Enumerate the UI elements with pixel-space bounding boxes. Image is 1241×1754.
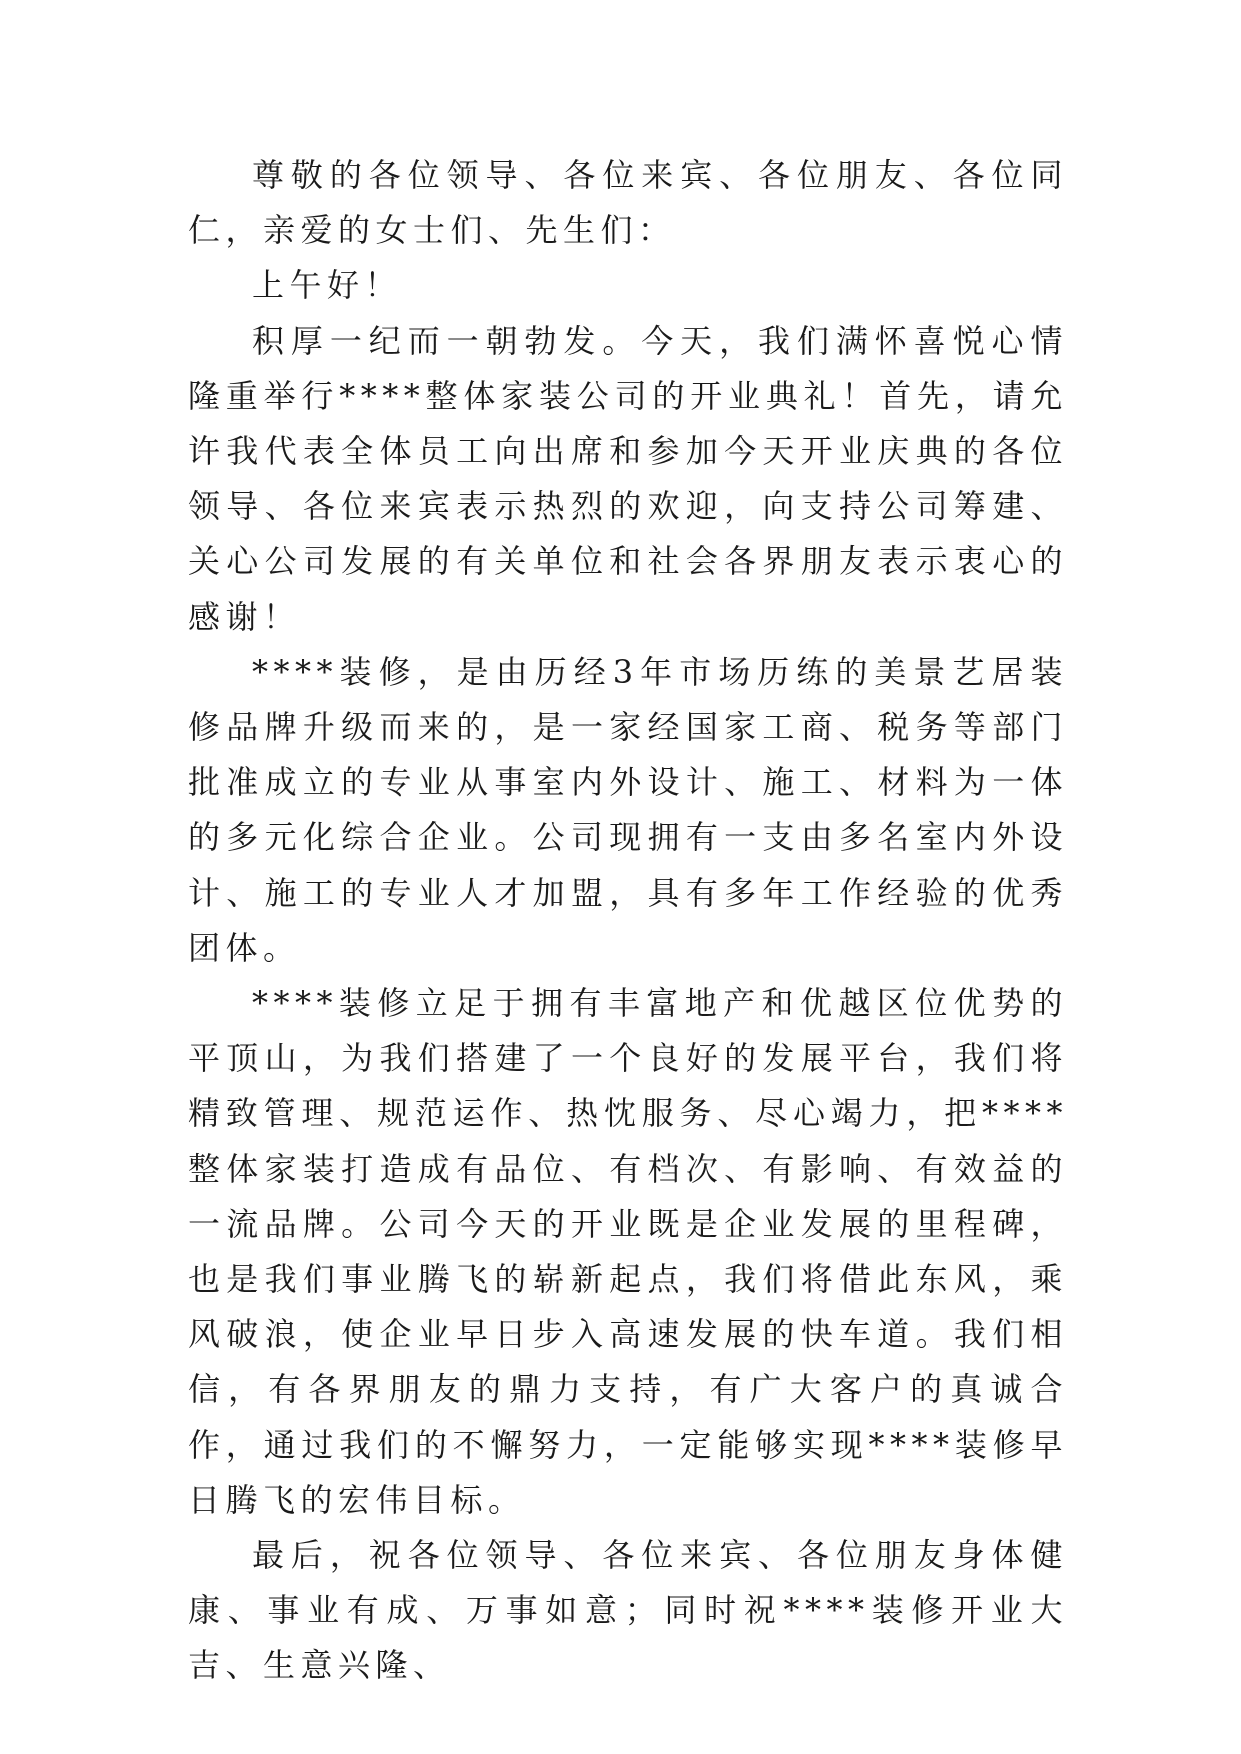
body-paragraph-closing: 最后，祝各位领导、各位来宾、各位朋友身体健康、事业有成、万事如意；同时祝****装修开业大吉、生意兴隆、	[188, 1536, 1068, 1685]
greeting-paragraph: 上午好！	[252, 266, 403, 305]
body-paragraph-company-intro: ****装修，是由历经3年市场历练的美景艺居装修品牌升级而来的，是一家经国家工商、税务等部门批准成立的专业从事室内外设计、施工、材料为一体的多元化综合企业。公司现拥有一支由多名室内外设计、施工的专业人才加盟，具有多年工作经验的优秀团体。	[188, 652, 1068, 967]
salutation-paragraph: 尊敬的各位领导、各位来宾、各位朋友、各位同仁，亲爱的女士们、先生们：	[188, 156, 1068, 250]
document-body	[188, 148, 1068, 1694]
body-paragraph-development: ****装修立足于拥有丰富地产和优越区位优势的平顶山，为我们搭建了一个良好的发展平台，我们将精致管理、规范运作、热忱服务、尽心竭力，把****整体家装打造成有品位、有档次、有影响、有效益的一流品牌。公司今天的开业既是企业发展的里程碑，也是我们事业腾飞的崭新起点，我们将借此东风，乘风破浪，使企业早日步入高速发展的快车道。我们相信，有各界朋友的鼎力支持，有广大客户的真诚合作，通过我们的不懈努力，一定能够实现****装修早日腾飞的宏伟目标。	[188, 984, 1068, 1519]
body-paragraph-opening: 积厚一纪而一朝勃发。今天，我们满怀喜悦心情隆重举行****整体家装公司的开业典礼！首先，请允许我代表全体员工向出席和参加今天开业庆典的各位领导、各位来宾表示热烈的欢迎，向支持公司筹建、关心公司发展的有关单位和社会各界朋友表示衷心的感谢！	[188, 321, 1068, 636]
